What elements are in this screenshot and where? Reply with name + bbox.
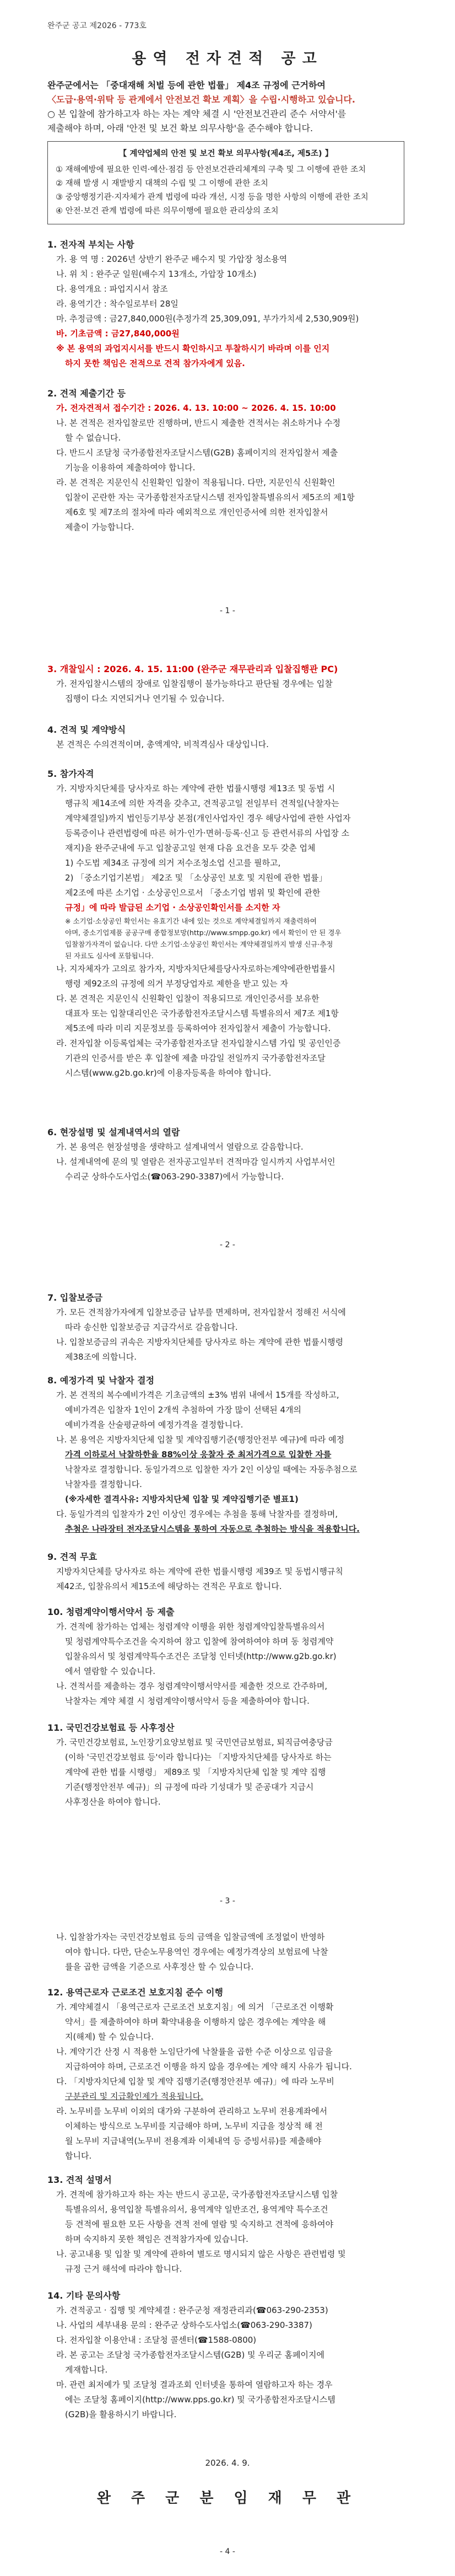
sec14-line: 게재합니다. bbox=[65, 2365, 108, 2375]
sec12-line: 나. 계약기간 산정 시 적용한 노임단가에 낙찰률을 곱한 수준 이상으로 임금을 bbox=[56, 2047, 333, 2057]
intro-line-1: 완주군에서는 「중대재해 처벌 등에 관한 법률」 제4조 규정에 근거하여 bbox=[47, 80, 326, 90]
section-10 bbox=[47, 1604, 409, 1709]
sec5-line: 등록증이나 관련법령에 따른 허가·인가·면허·등록·신고 등 관련서류의 사업장 소 bbox=[65, 828, 350, 838]
obligation-item: ① 재해예방에 필요한 인력·예산·점검 등 안전보건관리체계의 구축 및 그 이행에 관한 조치 bbox=[56, 165, 366, 174]
sec6-line: 가. 본 용역은 현장설명을 생략하고 설계내역서 열람으로 갈음합니다. bbox=[56, 1142, 304, 1152]
sec3-line: 가. 전자입찰시스템의 장애로 입찰집행이 불가능하다고 판단될 경우에는 입찰 bbox=[56, 679, 333, 689]
sec8-line: 가격 이하로서 낙찰하한율 88%이상 응찰자 중 최저가격으로 입찰한 자를 bbox=[65, 1450, 332, 1459]
sec13-line: 특별유의서, 용역입찰 특별유의서, 용역계약 일반조건, 용역계약 특수조건 bbox=[65, 2204, 328, 2214]
p4-line: 나. 입찰참가자는 국민건강보험료 등의 금액을 입찰금액에 조정없이 반영하 bbox=[56, 1932, 325, 1942]
sec8-line: 다. 동일가격의 입찰자가 2인 이상인 경우에는 추첨을 통해 낙찰자를 결정하며, bbox=[56, 1509, 338, 1519]
sec11-line: (이하 '국민건강보험료 등'이라 합니다)는 「지방자치단체를 당사자로 하는 bbox=[65, 1752, 332, 1762]
page-number: - 4 - bbox=[220, 2547, 235, 2556]
sec8-line: 낙찰자를 결정합니다. bbox=[65, 1479, 142, 1489]
p4-line: 률을 곱한 금액을 기준으로 사후정산 할 수 있습니다. bbox=[65, 1962, 254, 1972]
sec8-line: 나. 본 용역은 지방자치단체 입찰 및 계약집행기준(행정안전부 예규)에 따라 예정 bbox=[56, 1435, 345, 1445]
sec5-line: 기관의 인증서를 받은 후 입찰에 제출 마감일 전일까지 국가종합전자조달 bbox=[65, 1053, 326, 1063]
sec5-line: 행령 제92조의 규정에 의거 부정당업자로 제한을 받고 있는 자 bbox=[65, 979, 288, 989]
sec5-line: 행규칙 제14조에 의한 자격을 갖추고, 견적공고일 전일부터 견적일(낙찰자는 bbox=[65, 798, 339, 808]
sec13-line: 등 견적에 필요한 모든 사항을 견적 전에 열람 및 숙지하고 견적에 응하여야 bbox=[65, 2219, 334, 2229]
intro-line-4: 제출해야 하며, 아래 '안전 및 보건 확보 의무사항'을 준수해야 합니다. bbox=[47, 123, 313, 133]
sec2-line: 할 수 없습니다. bbox=[65, 433, 121, 443]
sec8-line: 예비가격은 입찰자 1인이 2개씩 추첨하여 가장 많이 선택된 4개의 bbox=[65, 1405, 302, 1415]
doc-number: 완주군 공고 제2026 - 773호 bbox=[47, 22, 147, 30]
sec11-line: 사후정산을 하여야 합니다. bbox=[65, 1797, 161, 1807]
sec12-line: 지(해제) 할 수 있습니다. bbox=[65, 2032, 154, 2042]
sec10-line: 낙찰자는 계약 체결 시 청렴계약이행서약서 등을 제출하여야 합니다. bbox=[65, 1696, 310, 1706]
section-11-title: 11. 국민건강보험료 등 사후정산 bbox=[47, 1722, 175, 1733]
sec5-line: 다. 본 견적은 지문인식 신원확인 입찰이 적용되므로 개인인증서를 보유한 bbox=[56, 994, 319, 1003]
sec14-line: 에는 조달청 홈페이지(http://www.pps.go.kr) 및 국가종합전자조달시스템 bbox=[65, 2395, 335, 2405]
obligations-title: 【 계약업체의 안전 및 보건 확보 의무사항(제4조, 제5조) 】 bbox=[118, 149, 333, 158]
sec14-line: (G2B)을 활용하시기 바랍니다. bbox=[65, 2409, 177, 2419]
obligation-item: ④ 안전·보건 관계 법령에 따른 의무이행에 필요한 관리상의 조치 bbox=[56, 207, 279, 216]
page-number: - 3 - bbox=[220, 1897, 235, 1906]
sec11-line: 계약에 관한 법률 시행령」 제89조 및 「지방자치단체 입찰 및 계약 집행 bbox=[65, 1767, 326, 1777]
sec5-line: 제5조에 따라 미리 지문정보를 등록하여야 전자입찰서 제출이 가능합니다. bbox=[65, 1023, 331, 1033]
page-number: - 1 - bbox=[220, 607, 235, 615]
obligation-item: ③ 중앙행정기관·지자체가 관계 법령에 따라 개선, 시정 등을 명한 사항의 이행에 관한 조치 bbox=[56, 193, 369, 202]
section-12 bbox=[47, 1985, 409, 2164]
sec5-line: 계약체결일)까지 법인등기부상 본점(개인사업자인 경우 해당사업에 관한 사업자 bbox=[65, 813, 351, 823]
section-6-title: 6. 현장설명 및 설계내역서의 열람 bbox=[47, 1127, 180, 1137]
sec7-line: 따라 송신한 입찰보증금 지급각서로 갈음합니다. bbox=[65, 1322, 238, 1332]
sec14-line: 가. 견적공고 · 집행 및 계약체결 : 완주군청 재정관리과(☎063-290-2353) bbox=[56, 2305, 328, 2315]
sec5-line: 규정」에 따라 발급된 소기업 · 소상공인확인서를 소지한 자 bbox=[65, 903, 280, 913]
sec5-line: 시스템(www.g2b.go.kr)에 이용자등록을 하여야 합니다. bbox=[65, 1068, 272, 1078]
sec14-line: 마. 관련 최저예가 및 조달청 결과조회 인터넷을 통하여 열람하고자 하는 경우 bbox=[56, 2380, 333, 2390]
sec5-note: 입찰참가자격이 없습니다. 다만 소기업·소상공인 확인서는 계약체결일까지 발생 신규·추정 bbox=[65, 940, 333, 948]
sec2-line: 제6호 및 제7조의 절차에 따라 예외적으로 개인인증서에 의한 전자입찰서 bbox=[65, 507, 328, 517]
sec5-line: 1) 수도법 제34조 규정에 의거 저수조청소업 신고를 필하고, bbox=[65, 858, 281, 868]
sec7-line: 가. 모든 견적참가자에게 입찰보증금 납부를 면제하며, 전자입찰서 정해진 서식에 bbox=[56, 1307, 346, 1317]
p4-line: 여야 합니다. 다만, 단순노무용역인 경우에는 예정가격상의 보험료에 낙찰 bbox=[65, 1947, 328, 1957]
sec13-line: 규정 근거 해석에 따라야 합니다. bbox=[65, 2264, 182, 2274]
section-5 bbox=[47, 766, 409, 1081]
sec11-line: 기준(행정안전부 예규)」의 규정에 따라 기성대가 및 준공대가 지급시 bbox=[65, 1782, 314, 1792]
sec6-line: 나. 설계내역에 문의 및 열람은 전자공고일부터 견적마감 일시까지 사업부서인 bbox=[56, 1157, 335, 1167]
section-14-title: 14. 기타 문의사항 bbox=[47, 2290, 121, 2301]
sec2-line: 기능을 이용하여 제출하여야 합니다. bbox=[65, 463, 196, 473]
section-12-title: 12. 용역근로자 근로조건 보호지침 준수 이행 bbox=[47, 1987, 223, 1998]
intro-line-2: 〈도급·용역·위탁 등 관계에서 안전보건 확보 계획〉을 수립·시행하고 있습니다. bbox=[47, 94, 355, 105]
section-4-title: 4. 견적 및 계약방식 bbox=[47, 724, 126, 735]
sec14-line: 라. 본 공고는 조달청 국가종합전자조달시스템(G2B) 및 우리군 홈페이지에 bbox=[56, 2350, 325, 2360]
section-5-title: 5. 참가자격 bbox=[47, 769, 94, 779]
section-1 bbox=[47, 237, 409, 371]
sec3-line: 집행이 다소 지연되거나 연기될 수 있습니다. bbox=[65, 694, 225, 704]
sec1-line: 마. 추정금액 : 금27,840,000원(추정가격 25,309,091, 부가가치세 2,530,909원) bbox=[56, 314, 359, 324]
sec12-line: 구분관리 및 지급확인제가 적용됩니다. bbox=[65, 2091, 203, 2101]
sec9-line: 제42조, 입찰유의서 제15조에 해당하는 견적은 무효로 합니다. bbox=[56, 1581, 282, 1591]
sec12-line: 이체하는 방식으로 노무비를 지급해야 하며, 노무비 지급을 정상적 해 전 bbox=[65, 2121, 323, 2131]
obligation-item: ② 재해 발생 시 재발방지 대책의 수립 및 그 이행에 관한 조치 bbox=[56, 179, 268, 188]
sec12-line: 약서」를 제출하여야 하며 확약내용을 이행하지 않은 경우에는 계약을 해 bbox=[65, 2017, 326, 2027]
sec1-line: 다. 용역개요 : 파업지시서 참조 bbox=[56, 284, 168, 294]
sec9-line: 지방자치단체를 당사자로 하는 계약에 관한 법률시행령 제39조 및 동법시행규칙 bbox=[56, 1566, 343, 1576]
section-14 bbox=[47, 2288, 409, 2422]
intro bbox=[47, 78, 409, 136]
sec8-line: 낙찰자로 결정합니다. 동일가격으로 입찰한 자가 2인 이상일 때에는 자동추첨으로 bbox=[65, 1464, 358, 1474]
page-2 bbox=[0, 640, 455, 1279]
intro-line-3: ○ 본 입찰에 참가하고자 하는 자는 계약 체결 시 '안전보건관리 준수 서약서'를 bbox=[47, 109, 346, 119]
sec5-line: 가. 지방자치단체를 당사자로 하는 계약에 관한 법률시행령 제13조 및 동법 시 bbox=[56, 783, 335, 793]
sec4-line: 본 견적은 수의견적이며, 총액계약, 비적격심사 대상입니다. bbox=[56, 739, 269, 749]
sec2-line: 제출이 가능합니다. bbox=[65, 522, 134, 532]
sec5-line: 라. 전자입찰 이등록업체는 국가종합전자조달 전자입찰시스템 가입 및 공인인증 bbox=[56, 1038, 341, 1048]
sec5-line: 2) 「중소기업기본법」 제2조 및 「소상공인 보호 및 지원에 관한 법률」 bbox=[65, 873, 327, 883]
page-1 bbox=[0, 0, 455, 640]
section-10-title: 10. 청렴계약이행서약서 등 제출 bbox=[47, 1607, 175, 1617]
section-4 bbox=[47, 722, 409, 752]
issuing-org: 완 주 군 분 임 재 무 관 bbox=[96, 2490, 359, 2507]
sec5-line: 제2조에 따른 소기업 · 소상공인으로서 「중소기업 범위 및 확인에 관한 bbox=[65, 888, 321, 898]
sec10-line: 가. 견적에 참가하는 업체는 청렴계약 이행을 위한 청렴계약입찰특별유의서 bbox=[56, 1622, 325, 1632]
page-number: - 2 - bbox=[220, 1241, 235, 1249]
sec5-line: 나. 지자체자가 고의로 참가자, 지방자치단체를당사자로하는계약에관한법률시 bbox=[56, 964, 335, 974]
sec12-line: 합니다. bbox=[65, 2151, 92, 2161]
section-7 bbox=[47, 1290, 409, 1365]
sec13-line: 나. 공고내용 및 입찰 및 계약에 관하여 별도로 명시되지 않은 사항은 관련법령 및 bbox=[56, 2249, 346, 2259]
sec2-line: 입찰이 곤란한 자는 국가종합전자조달시스템 전자입찰특별유의서 제5조의 제1항 bbox=[65, 492, 355, 502]
section-11 bbox=[47, 1720, 409, 1810]
section-2-title: 2. 견적 제출기간 등 bbox=[47, 388, 126, 399]
sec12-line: 라. 노무비를 노무비 이외의 대가와 구분하여 관리하고 노무비 전용계좌에서 bbox=[56, 2106, 328, 2116]
section-9-title: 9. 견적 무효 bbox=[47, 1552, 98, 1562]
sec2-line: 가. 전자견적서 접수기간 : 2026. 4. 13. 10:00 ~ 2026. 4. 15. 10:00 bbox=[56, 403, 336, 413]
section-11-cont bbox=[47, 1930, 409, 1974]
section-6 bbox=[47, 1125, 409, 1184]
sec1-line: 바. 기초금액 : 금27,840,000원 bbox=[56, 329, 180, 339]
sec2-line: 라. 본 견적은 지문인식 신원확인 입찰이 적용됩니다. 다만, 지문인식 신원확인 bbox=[56, 477, 335, 487]
sec7-line: 나. 입찰보증금의 귀속은 지방자치단체를 당사자로 하는 계약에 관한 법률시행령 bbox=[56, 1337, 344, 1347]
sec8-line: 예비가격을 산술평균하여 예정가격을 결정합니다. bbox=[65, 1420, 243, 1430]
section-8 bbox=[47, 1373, 409, 1537]
sec1-warning: ※ 본 용역의 과업지시서를 반드시 확인하시고 투찰하시기 바라며 이를 인지 bbox=[56, 344, 330, 353]
sec13-line: 하며 숙지하지 못한 책임은 견적참가자에 있습니다. bbox=[65, 2234, 248, 2244]
sec5-note: ※ 소기업·소상공인 확인서는 유효기간 내에 있는 것으로 계약체결일까지 재출력하여 bbox=[65, 917, 317, 925]
section-3-title: 3. 개찰일시 : 2026. 4. 15. 11:00 (완주군 재무관리과 입찰집행관 PC) bbox=[47, 664, 338, 674]
section-13-title: 13. 견적 설명서 bbox=[47, 2175, 112, 2185]
sec12-line: 월 노무비 지급내역(노무비 전용계좌 이체내역 등 증빙서류)를 제출해야 bbox=[65, 2136, 322, 2146]
sec1-line: 가. 용 역 명 : 2026년 상반기 완주군 배수지 및 가압장 청소용역 bbox=[56, 254, 288, 264]
sec1-line: 나. 위 치 : 완주군 일원(배수지 13개소, 가압장 10개소) bbox=[56, 269, 257, 279]
sec12-line: 지급하여야 하며, 근로조건 이행을 하지 않을 경우에는 계약 해지 사유가 됩니다. bbox=[65, 2062, 352, 2071]
sec8-line: 가. 본 견적의 복수예비가격은 기초금액의 ±3% 범위 내에서 15개를 작성하고, bbox=[56, 1390, 339, 1400]
sec10-line: 에서 열람할 수 있습니다. bbox=[65, 1666, 155, 1676]
sec2-line: 나. 본 견적은 전자입찰로만 진행하며, 반드시 제출한 견적서는 취소하거나 수정 bbox=[56, 418, 341, 428]
sec14-line: 다. 전자입찰 이용안내 : 조달청 콜센터(☎1588-0800) bbox=[56, 2335, 257, 2345]
sec13-line: 가. 견적에 참가하고자 하는 자는 반드시 공고문, 국가종합전자조달시스템 입찰 bbox=[56, 2189, 338, 2199]
sec8-line: 추첨은 나라장터 전자조달시스템을 통하여 자동으로 추첨하는 방식을 적용합니다. bbox=[65, 1524, 360, 1534]
section-2 bbox=[47, 386, 409, 535]
sec11-line: 가. 국민건강보험료, 노인장기요양보험료 및 국민연금보험료, 퇴직금여충당금 bbox=[56, 1737, 333, 1747]
sec7-line: 제38조에 의합니다. bbox=[65, 1352, 137, 1362]
sec10-line: 및 청렴계약특수조건을 숙지하여 참고 입찰에 참여하여야 하며 동 청렴계약 bbox=[65, 1636, 334, 1646]
sec5-line: 재지)을 완주군내에 두고 입찰공고일 현재 다음 요건을 모두 갖춘 업체 bbox=[65, 843, 316, 853]
section-13 bbox=[47, 2172, 409, 2277]
obligations-box bbox=[47, 141, 404, 224]
page-4 bbox=[0, 1919, 455, 2576]
sec5-note: 된 자료도 심사에 포함됩니다. bbox=[65, 952, 154, 960]
sec2-line: 다. 반드시 조달청 국가종합전자조달시스템(G2B) 홈페이지의 전자입찰서 제출 bbox=[56, 448, 338, 458]
sec10-line: 입찰유의서 및 청렴계약특수조건은 조달청 인터넷(http://www.g2b.go.kr) bbox=[65, 1651, 337, 1661]
section-3 bbox=[47, 662, 409, 706]
sec6-line: 수리군 상하수도사업소(☎063-290-3387)에서 가능합니다. bbox=[65, 1172, 284, 1182]
sec1-line: 라. 용역기간 : 착수일로부터 28일 bbox=[56, 299, 178, 309]
sec1-warning: 하지 못한 책임은 전적으로 견적 참가자에게 있음. bbox=[65, 358, 245, 368]
sec14-line: 나. 사업의 세부내용 문의 : 완주군 상하수도사업소(☎063-290-3387) bbox=[56, 2320, 312, 2330]
sec5-note: 야며, 중소기업제품 공공구매 종합정보망(http://www.smpp.go.kr) 에서 확인이 안 된 경우 bbox=[65, 929, 342, 937]
page-3 bbox=[0, 1279, 455, 1919]
notice-date: 2026. 4. 9. bbox=[205, 2458, 250, 2468]
sec5-line: 대표자 또는 입찰대리인은 국가종합전자조달시스템 특별유의서 제7조 제1항 bbox=[65, 1008, 339, 1018]
page-title: 용역 전자견적 공고 bbox=[132, 50, 323, 67]
sec12-line: 가. 계약체결시 「용역근로자 근로조건 보호지침」에 의거 「근로조건 이행확 bbox=[56, 2002, 334, 2012]
section-7-title: 7. 입찰보증금 bbox=[47, 1292, 103, 1303]
section-9 bbox=[47, 1549, 409, 1594]
sec8-line: (※자세한 결격사유: 지방자치단체 입찰 및 계약집행기준 별표1) bbox=[65, 1494, 299, 1504]
sec12-line: 다. 「지방자치단체 입찰 및 계약 집행기준(행정안전부 예규)」에 따라 노무비 bbox=[56, 2076, 334, 2086]
sec10-line: 나. 견적서를 제출하는 경우 청렴계약이행서약서를 제출한 것으로 간주하며, bbox=[56, 1681, 328, 1691]
section-8-title: 8. 예정가격 및 낙찰자 결정 bbox=[47, 1375, 155, 1386]
section-1-title: 1. 전자적 부치는 사항 bbox=[47, 239, 134, 250]
